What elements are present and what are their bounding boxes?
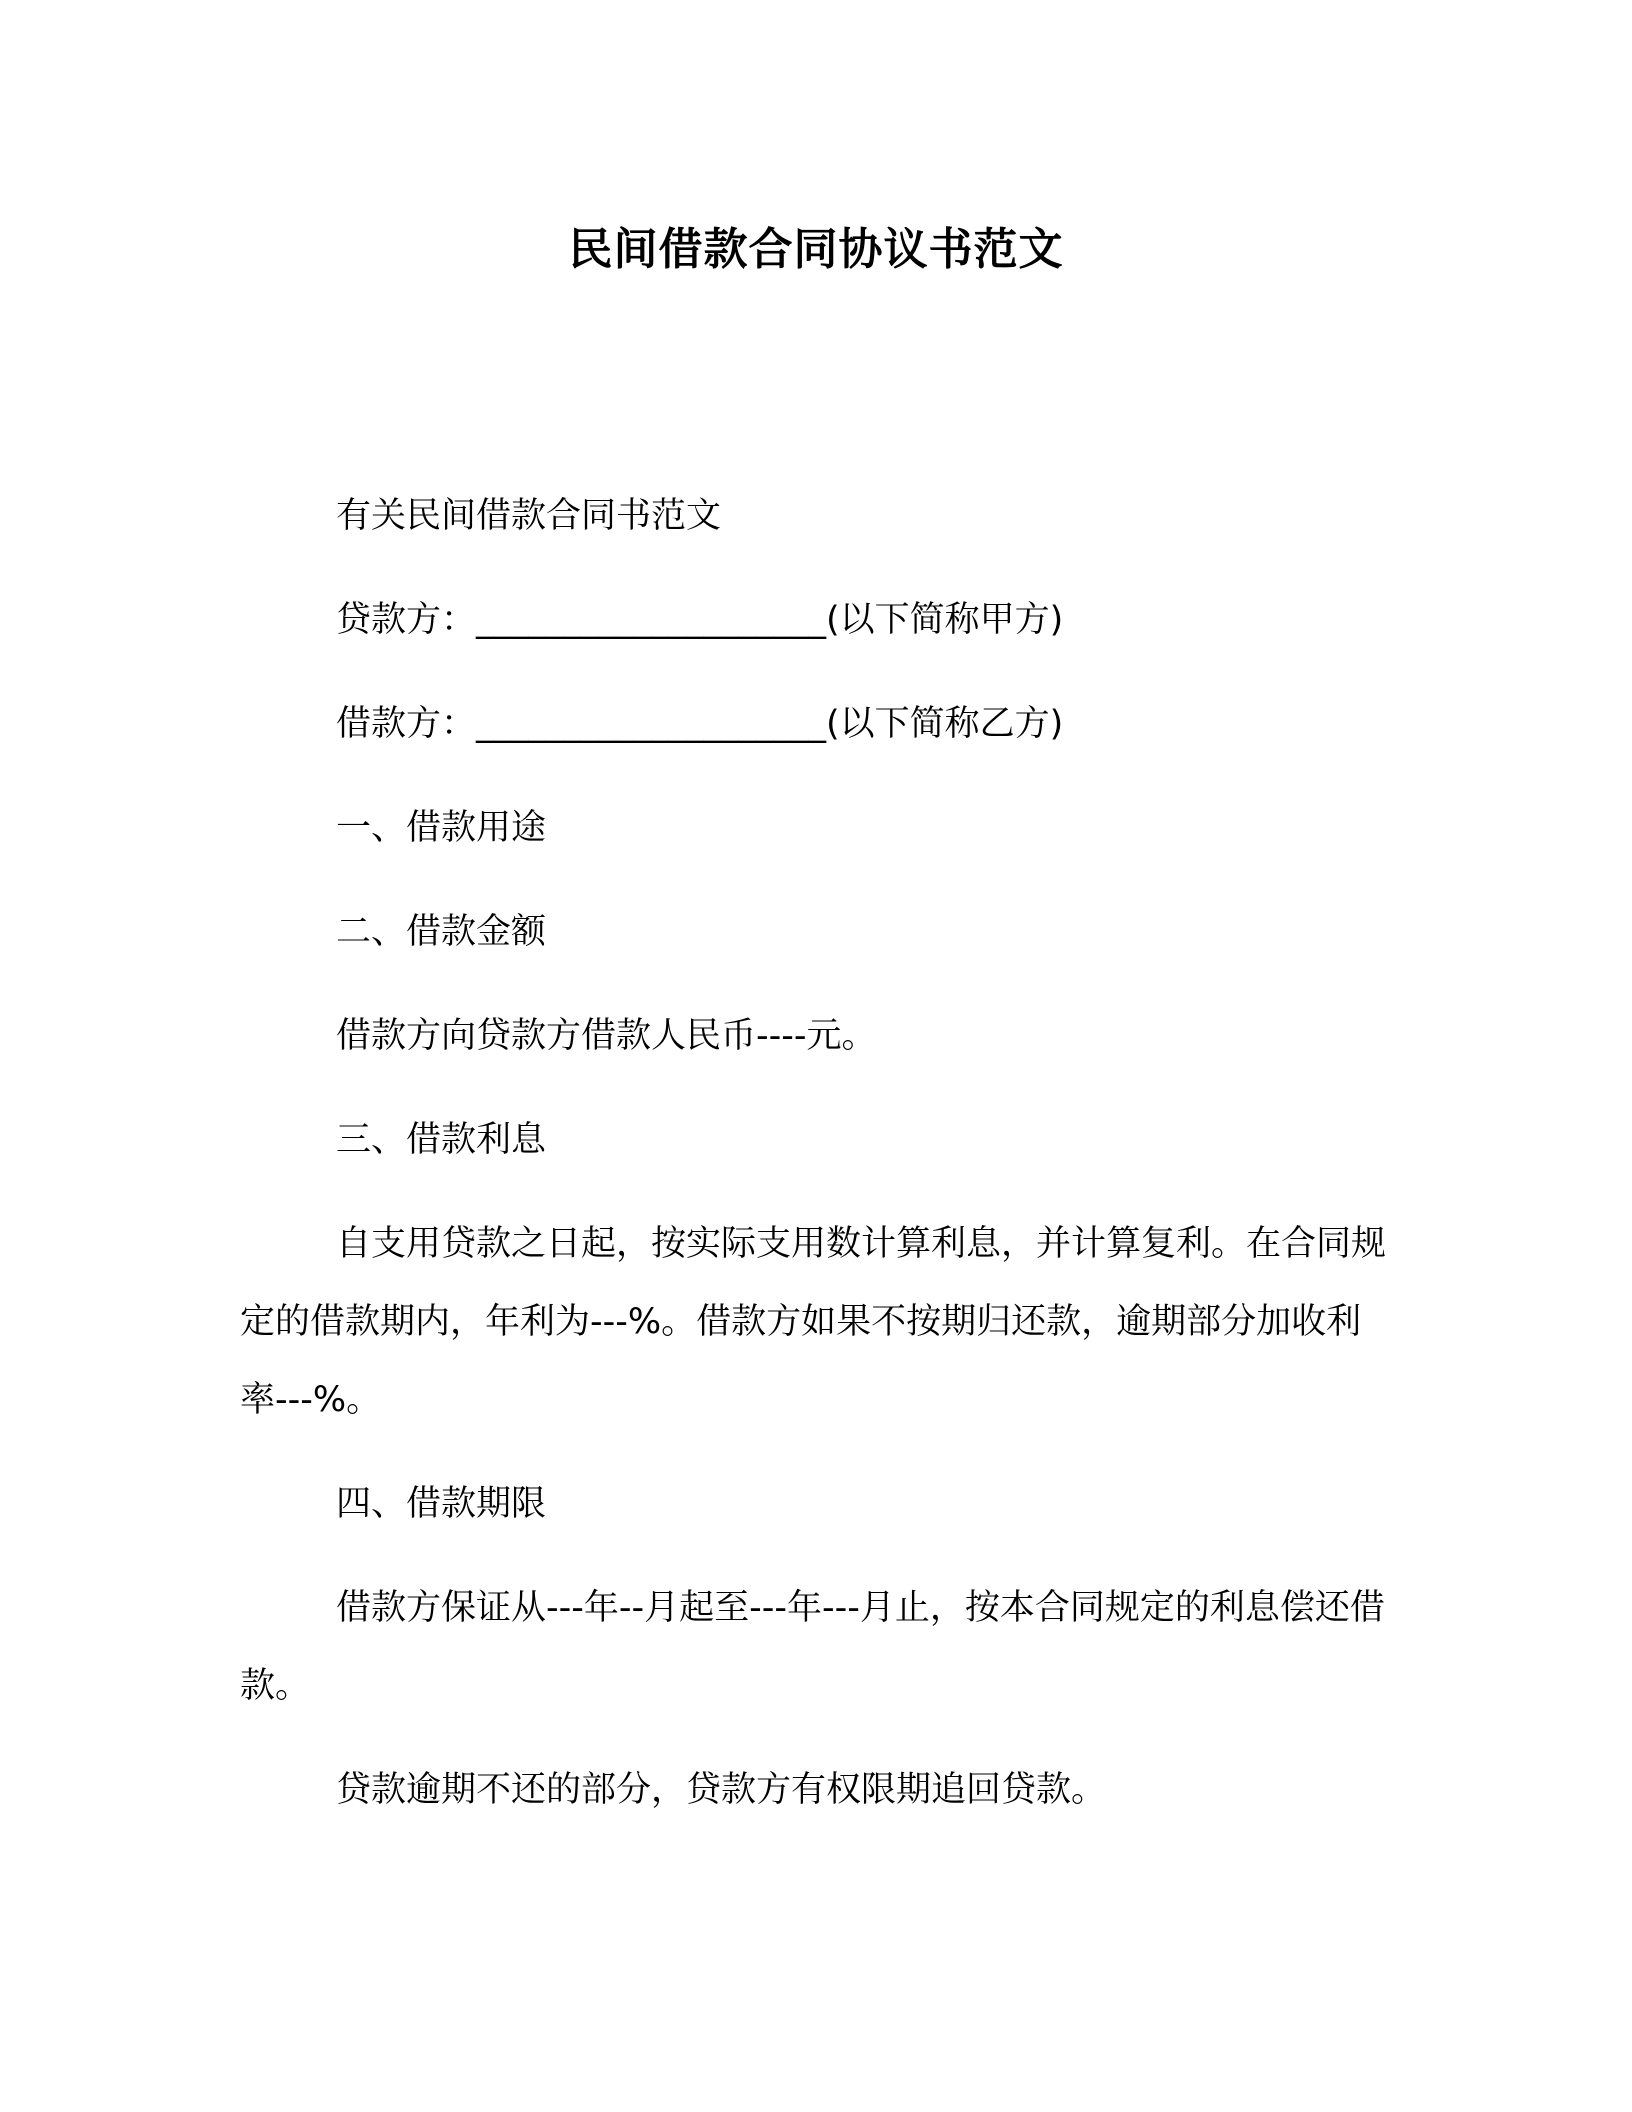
- paragraph-interest: 自支用贷款之日起，按实际支用数计算利息，并计算复利。在合同规定的借款期内，年利为---%。借款方如果不按期归还款，逾期部分加收利率---%。: [240, 1224, 1387, 1420]
- paragraph-borrower: 借款方：____________________(以下简称乙方): [336, 704, 1064, 744]
- section-heading-purpose: 一、借款用途: [336, 808, 547, 848]
- section-heading-amount: 二、借款金额: [336, 912, 547, 952]
- section-heading-interest: 三、借款利息: [336, 1120, 547, 1160]
- paragraph-term: 借款方保证从---年--月起至---年---月止，按本合同规定的利息偿还借款。: [240, 1588, 1385, 1706]
- paragraph-overdue: 贷款逾期不还的部分，贷款方有权限期追回贷款。: [336, 1770, 1107, 1810]
- paragraph-lender: 贷款方：____________________(以下简称甲方): [336, 600, 1064, 640]
- document-body: [240, 490, 1390, 1868]
- document-title: 民间借款合同协议书范文: [568, 224, 1064, 275]
- paragraph-subtitle: 有关民间借款合同书范文: [336, 496, 722, 536]
- paragraph-amount: 借款方向贷款方借款人民币----元。: [336, 1016, 877, 1056]
- section-heading-term: 四、借款期限: [336, 1484, 547, 1524]
